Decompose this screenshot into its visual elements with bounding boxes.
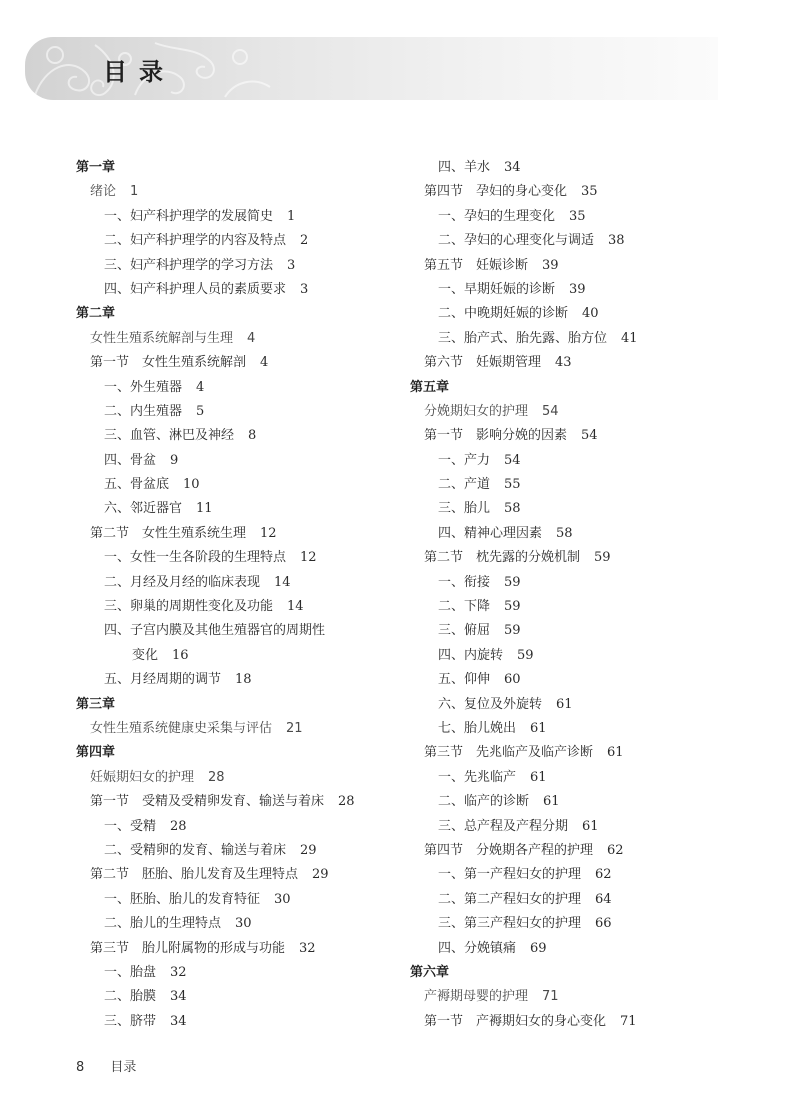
toc-entry-page: 34 — [170, 989, 187, 1005]
toc-entry-page: 30 — [274, 891, 291, 907]
toc-entry-title: 二、产道 — [438, 477, 491, 493]
toc-entry-title: 女性生殖系统健康史采集与评估 — [90, 720, 273, 736]
toc-entry-section[interactable] — [410, 351, 750, 375]
toc-entry-title: 一、衔接 — [438, 574, 491, 590]
toc-entry-title: 第二节 胚胎、胎儿发育及生理特点 — [90, 867, 299, 883]
toc-entry-item[interactable] — [76, 668, 416, 692]
toc-entry-title: 第一节 产褥期妇女的身心变化 — [424, 1013, 607, 1029]
toc-entry-page: 60 — [504, 672, 521, 688]
toc-entry-item[interactable] — [76, 815, 416, 839]
toc-entry-page: 32 — [299, 940, 316, 956]
toc-entry-item[interactable] — [410, 302, 750, 326]
toc-entry-page: 4 — [260, 355, 269, 371]
toc-entry-title: 第三节 先兆临产及临产诊断 — [424, 745, 594, 761]
toc-entry-section[interactable] — [76, 351, 416, 375]
toc-entry-page: 59 — [594, 550, 611, 566]
toc-entry-page: 40 — [582, 306, 599, 322]
toc-entry-chapter[interactable] — [410, 961, 750, 985]
toc-entry-item[interactable] — [410, 790, 750, 814]
toc-entry-title: 第一章 — [76, 160, 116, 175]
toc-entry-title: 四、分娩镇痛 — [438, 940, 517, 956]
toc-entry-title: 七、胎儿娩出 — [438, 720, 517, 736]
toc-entry-page: 59 — [504, 623, 521, 639]
toc-entry-page: 69 — [530, 940, 547, 956]
toc-entry-section[interactable] — [410, 424, 750, 448]
toc-entry-page: 29 — [300, 842, 317, 858]
toc-entry-title: 一、妇产科护理学的发展简史 — [104, 208, 274, 224]
toc-entry-title: 二、月经及月经的临床表现 — [104, 574, 261, 590]
toc-entry-page: 8 — [248, 428, 257, 444]
toc-entry-title: 一、先兆临产 — [438, 769, 517, 785]
toc-entry-page: 12 — [300, 550, 317, 566]
toc-entry-section[interactable] — [410, 254, 750, 278]
header-banner — [25, 37, 718, 100]
toc-entry-title: 三、第三产程妇女的护理 — [438, 916, 582, 932]
toc-entry-title: 六、复位及外旋转 — [438, 696, 543, 712]
toc-entry-page: 41 — [621, 330, 638, 346]
toc-entry-title: 二、第二产程妇女的护理 — [438, 891, 582, 907]
toc-entry-item[interactable] — [76, 888, 416, 912]
toc-entry-title: 六、邻近器官 — [104, 501, 183, 517]
toc-entry-item[interactable] — [410, 595, 750, 619]
toc-entry-title: 一、胎盘 — [104, 964, 157, 980]
toc-entry-page: 62 — [607, 842, 624, 858]
toc-entry-page: 59 — [517, 647, 534, 663]
toc-entry-title: 四、精神心理因素 — [438, 525, 543, 541]
toc-entry-item[interactable] — [410, 937, 750, 961]
toc-entry-page: 58 — [504, 501, 521, 517]
toc-entry-item[interactable] — [410, 766, 750, 790]
toc-entry-item[interactable] — [410, 327, 750, 351]
toc-entry-title: 四、羊水 — [438, 160, 491, 175]
toc-entry-item[interactable] — [410, 912, 750, 936]
toc-entry-item[interactable] — [410, 717, 750, 741]
toc-entry-title: 第二节 女性生殖系统生理 — [90, 525, 247, 541]
toc-entry-title: 二、下降 — [438, 599, 491, 615]
toc-entry-l1[interactable] — [76, 327, 416, 351]
toc-entry-page: 64 — [595, 891, 612, 907]
toc-entry-title: 第六章 — [410, 964, 450, 980]
toc-entry-page: 62 — [595, 867, 612, 883]
toc-entry-title: 四、子宫内膜及其他生殖器官的周期性 — [104, 623, 326, 639]
toc-entry-title: 一、外生殖器 — [104, 379, 183, 395]
page-title: 目录 — [103, 58, 175, 86]
toc-entry-page: 2 — [300, 233, 309, 249]
toc-entry-item[interactable] — [76, 961, 416, 985]
toc-entry-l1[interactable] — [76, 766, 416, 790]
toc-entry-chapter[interactable] — [76, 741, 416, 765]
toc-entry-page: 54 — [542, 403, 559, 419]
footer-page-number: 8 — [76, 1060, 85, 1075]
toc-entry-title: 一、产力 — [438, 452, 491, 468]
toc-left-column — [76, 156, 416, 1034]
toc-entry-cont[interactable] — [76, 644, 416, 668]
toc-entry-l1[interactable] — [410, 985, 750, 1009]
toc-entry-title: 三、卵巢的周期性变化及功能 — [104, 599, 274, 615]
toc-entry-item[interactable] — [410, 278, 750, 302]
toc-entry-page: 3 — [287, 257, 296, 273]
page-footer — [76, 1056, 136, 1075]
toc-entry-item[interactable] — [410, 863, 750, 887]
toc-entry-item[interactable] — [410, 449, 750, 473]
toc-entry-item[interactable] — [410, 229, 750, 253]
toc-entry-l1[interactable] — [410, 400, 750, 424]
toc-entry-title: 二、胎儿的生理特点 — [104, 916, 222, 932]
toc-entry-section[interactable] — [410, 546, 750, 570]
toc-entry-title: 二、临产的诊断 — [438, 794, 530, 810]
toc-entry-title: 二、妇产科护理学的内容及特点 — [104, 233, 287, 249]
toc-entry-page: 32 — [170, 964, 187, 980]
toc-entry-title: 第二节 枕先露的分娩机制 — [424, 550, 581, 566]
toc-entry-title: 五、骨盆底 — [104, 477, 170, 493]
toc-entry-item[interactable] — [76, 473, 416, 497]
toc-entry-title: 二、受精卵的发育、输送与着床 — [104, 842, 287, 858]
toc-entry-page: 71 — [542, 989, 559, 1005]
toc-entry-item[interactable] — [410, 644, 750, 668]
toc-entry-item[interactable] — [76, 985, 416, 1009]
toc-entry-title: 二、内生殖器 — [104, 403, 183, 419]
toc-entry-section[interactable] — [76, 790, 416, 814]
toc-entry-page: 38 — [608, 233, 625, 249]
toc-entry-chapter[interactable] — [76, 156, 416, 180]
toc-entry-title: 五、月经周期的调节 — [104, 672, 222, 688]
toc-entry-page: 28 — [338, 794, 355, 810]
toc-entry-title: 第四节 孕妇的身心变化 — [424, 184, 568, 200]
toc-entry-title: 二、中晚期妊娠的诊断 — [438, 306, 569, 322]
toc-entry-title: 三、总产程及产程分期 — [438, 818, 569, 834]
toc-right-column — [410, 156, 750, 1034]
toc-entry-item[interactable] — [76, 254, 416, 278]
toc-entry-section[interactable] — [410, 741, 750, 765]
toc-entry-title: 三、俯屈 — [438, 623, 491, 639]
toc-entry-page: 5 — [196, 403, 205, 419]
toc-entry-section[interactable] — [410, 839, 750, 863]
toc-entry-page: 1 — [130, 184, 139, 200]
toc-entry-title: 分娩期妇女的护理 — [424, 403, 529, 419]
toc-entry-section[interactable] — [76, 863, 416, 887]
toc-entry-page: 39 — [542, 257, 559, 273]
toc-entry-page: 71 — [620, 1013, 637, 1029]
toc-entry-title: 变化 — [132, 647, 159, 663]
toc-entry-section[interactable] — [410, 1010, 750, 1034]
toc-entry-item[interactable] — [76, 571, 416, 595]
toc-entry-item[interactable] — [410, 619, 750, 643]
toc-entry-page: 34 — [170, 1013, 187, 1029]
toc-entry-item[interactable] — [76, 619, 416, 643]
toc-entry-title: 一、孕妇的生理变化 — [438, 208, 556, 224]
toc-entry-title: 第六节 妊娠期管理 — [424, 355, 542, 371]
toc-entry-item[interactable] — [76, 278, 416, 302]
toc-entry-title: 三、血管、淋巴及神经 — [104, 428, 235, 444]
toc-entry-title: 绪论 — [90, 184, 117, 200]
toc-entry-page: 16 — [172, 647, 189, 663]
toc-entry-title: 一、女性一生各阶段的生理特点 — [104, 550, 287, 566]
toc-entry-item[interactable] — [76, 546, 416, 570]
toc-entry-item[interactable] — [410, 888, 750, 912]
toc-entry-page: 12 — [260, 525, 277, 541]
toc-entry-title: 第三章 — [76, 696, 116, 712]
toc-entry-item[interactable] — [410, 571, 750, 595]
toc-entry-title: 五、仰伸 — [438, 672, 491, 688]
toc-entry-page: 29 — [312, 867, 329, 883]
toc-entry-title: 第一节 受精及受精卵发育、输送与着床 — [90, 794, 325, 810]
toc-entry-page: 55 — [504, 477, 521, 493]
toc-entry-page: 61 — [530, 720, 547, 736]
toc-entry-item[interactable] — [76, 912, 416, 936]
toc-entry-item[interactable] — [76, 1010, 416, 1034]
toc-entry-title: 四、妇产科护理人员的素质要求 — [104, 281, 287, 297]
toc-entry-item[interactable] — [76, 376, 416, 400]
toc-entry-page: 4 — [196, 379, 205, 395]
toc-entry-chapter[interactable] — [76, 302, 416, 326]
toc-entry-page: 35 — [581, 184, 598, 200]
toc-entry-title: 第四章 — [76, 745, 116, 761]
toc-entry-title: 第三节 胎儿附属物的形成与功能 — [90, 940, 286, 956]
toc-entry-item[interactable] — [410, 693, 750, 717]
toc-entry-title: 第一节 影响分娩的因素 — [424, 428, 568, 444]
toc-entry-item[interactable] — [410, 497, 750, 521]
toc-entry-page: 61 — [556, 696, 573, 712]
toc-entry-title: 二、孕妇的心理变化与调适 — [438, 233, 595, 249]
toc-entry-page: 58 — [556, 525, 573, 541]
toc-entry-item[interactable] — [76, 497, 416, 521]
toc-entry-item[interactable] — [76, 839, 416, 863]
toc-entry-page: 61 — [607, 745, 624, 761]
toc-entry-page: 9 — [170, 452, 179, 468]
toc-entry-item[interactable] — [410, 473, 750, 497]
toc-entry-item[interactable] — [410, 156, 750, 180]
toc-entry-item[interactable] — [410, 522, 750, 546]
toc-entry-title: 第一节 女性生殖系统解剖 — [90, 355, 247, 371]
toc-entry-page: 61 — [582, 818, 599, 834]
toc-entry-page: 14 — [274, 574, 291, 590]
toc-entry-page: 14 — [287, 599, 304, 615]
toc-entry-page: 10 — [183, 477, 200, 493]
toc-entry-page: 61 — [543, 794, 560, 810]
toc-entry-item[interactable] — [410, 205, 750, 229]
toc-entry-page: 28 — [170, 818, 187, 834]
toc-entry-section[interactable] — [410, 180, 750, 204]
toc-entry-item[interactable] — [410, 668, 750, 692]
toc-entry-page: 28 — [208, 769, 225, 785]
toc-entry-title: 一、受精 — [104, 818, 157, 834]
toc-entry-title: 三、妇产科护理学的学习方法 — [104, 257, 274, 273]
toc-entry-item[interactable] — [76, 400, 416, 424]
toc-entry-page: 59 — [504, 599, 521, 615]
toc-entry-page: 35 — [569, 208, 586, 224]
toc-entry-title: 四、内旋转 — [438, 647, 504, 663]
toc-entry-title: 三、胎儿 — [438, 501, 491, 517]
toc-entry-title: 一、早期妊娠的诊断 — [438, 281, 556, 297]
toc-entry-page: 66 — [595, 916, 612, 932]
toc-entry-item[interactable] — [76, 449, 416, 473]
toc-entry-item[interactable] — [76, 205, 416, 229]
toc-entry-page: 39 — [569, 281, 586, 297]
toc-entry-page: 54 — [581, 428, 598, 444]
toc-entry-page: 3 — [300, 281, 309, 297]
toc-entry-page: 30 — [235, 916, 252, 932]
footer-label: 目录 — [110, 1060, 137, 1075]
toc-entry-title: 三、胎产式、胎先露、胎方位 — [438, 330, 608, 346]
toc-entry-page: 43 — [555, 355, 572, 371]
toc-entry-page: 1 — [287, 208, 296, 224]
toc-entry-section[interactable] — [76, 522, 416, 546]
toc-entry-page: 11 — [196, 501, 213, 517]
toc-entry-page: 34 — [504, 160, 521, 175]
toc-entry-page: 61 — [530, 769, 547, 785]
toc-entry-item[interactable] — [76, 424, 416, 448]
toc-entry-page: 59 — [504, 574, 521, 590]
toc-entry-l1[interactable] — [76, 717, 416, 741]
toc-entry-l1[interactable] — [76, 180, 416, 204]
toc-entry-title: 二、胎膜 — [104, 989, 157, 1005]
toc-entry-title: 一、胚胎、胎儿的发育特征 — [104, 891, 261, 907]
toc-entry-title: 第五章 — [410, 379, 450, 395]
toc-entry-item[interactable] — [410, 815, 750, 839]
toc-entry-title: 妊娠期妇女的护理 — [90, 769, 195, 785]
toc-entry-item[interactable] — [76, 229, 416, 253]
toc-entry-title: 女性生殖系统解剖与生理 — [90, 330, 234, 346]
toc-entry-title: 一、第一产程妇女的护理 — [438, 867, 582, 883]
toc-entry-item[interactable] — [76, 595, 416, 619]
toc-entry-page: 4 — [247, 330, 256, 346]
toc-entry-title: 产褥期母婴的护理 — [424, 989, 529, 1005]
toc-entry-page: 18 — [235, 672, 252, 688]
toc-entry-section[interactable] — [76, 937, 416, 961]
toc-entry-title: 第五节 妊娠诊断 — [424, 257, 529, 273]
toc-entry-title: 第四节 分娩期各产程的护理 — [424, 842, 594, 858]
toc-entry-title: 第二章 — [76, 306, 116, 322]
toc-entry-chapter[interactable] — [76, 693, 416, 717]
toc-entry-title: 三、脐带 — [104, 1013, 157, 1029]
toc-entry-page: 54 — [504, 452, 521, 468]
toc-entry-page: 21 — [286, 720, 303, 736]
toc-entry-chapter[interactable] — [410, 376, 750, 400]
toc-entry-title: 四、骨盆 — [104, 452, 157, 468]
